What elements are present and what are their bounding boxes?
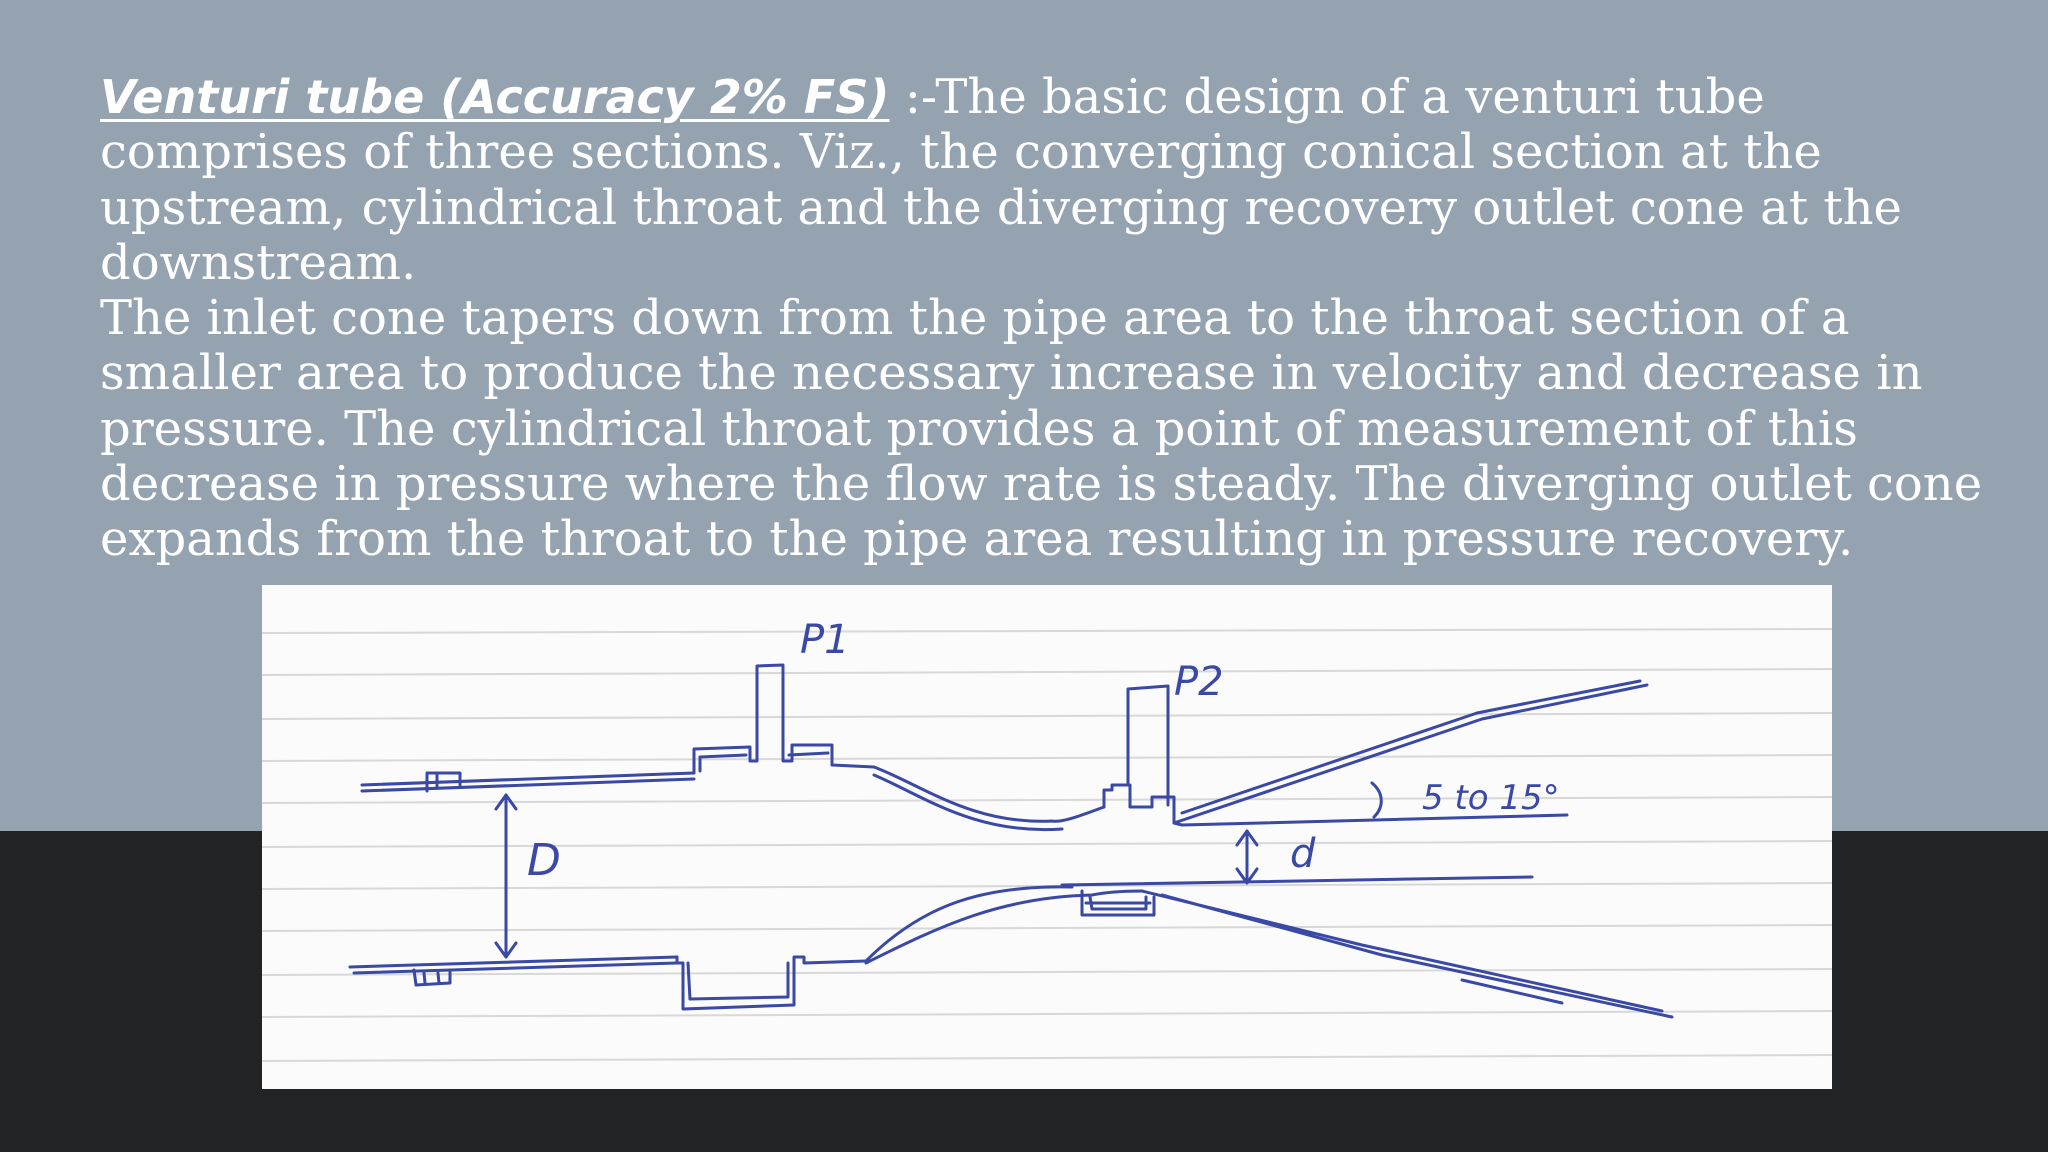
lower-diverging-cone: [1142, 891, 1672, 1017]
body-line-5: expands from the throat to the pipe area resulting in pressure recovery.: [100, 511, 1854, 568]
angle-arc: [1372, 783, 1381, 817]
upper-pipe-wall: [362, 773, 694, 791]
intro-paragraph: [100, 70, 2000, 291]
rule-line: [262, 925, 1832, 931]
upper-converging-cone: [874, 767, 1104, 830]
small-diameter-arrow: [1237, 831, 1257, 883]
venturi-sketch: [262, 585, 1832, 1089]
body-line-4: decrease in pressure where the flow rate is steady. The diverging outlet cone: [100, 456, 1983, 513]
body-line-2: smaller area to produce the necessary increase in velocity and decrease in: [100, 345, 1923, 402]
p1-label: P1: [800, 617, 850, 663]
rule-line: [262, 841, 1832, 847]
p2-label: P2: [1174, 659, 1224, 705]
slide-text: [100, 70, 2000, 568]
body-paragraph: [100, 291, 2000, 567]
lower-converging-cone: [866, 887, 1142, 963]
body-line-1: The inlet cone tapers down from the pipe area to the throat section of a: [100, 290, 1850, 347]
big-diameter-arrow: [496, 795, 516, 957]
intro-first-line: :-The basic design of a venturi tube: [889, 69, 1765, 125]
venturi-sketch-svg: [262, 585, 1832, 1089]
big-diameter-label: D: [527, 835, 561, 886]
p2-tap: [1128, 686, 1168, 805]
rule-line: [262, 1011, 1832, 1017]
body-line-3: pressure. The cylindrical throat provides a point of measurement of this: [100, 400, 1858, 457]
p1-tap-inner: [700, 753, 828, 771]
angle-label: 5 to 15°: [1422, 778, 1560, 818]
intro-line-3: upstream, cylindrical throat and the diverging recovery outlet cone at the: [100, 179, 1902, 236]
upper-throat-tap: [1104, 785, 1182, 825]
lower-pipe-wall: [350, 957, 677, 973]
rule-line: [262, 629, 1832, 633]
p1-tap-lower: [677, 957, 866, 1009]
rule-line: [262, 669, 1832, 675]
rule-line: [262, 797, 1832, 803]
upper-diverging-cone: [1174, 681, 1647, 823]
small-diameter-label: d: [1290, 831, 1316, 877]
rule-line: [262, 1055, 1832, 1061]
intro-line-4: downstream.: [100, 234, 417, 291]
rule-line: [262, 713, 1832, 719]
rule-line: [262, 755, 1832, 761]
intro-line-2: comprises of three sections. Viz., the converging conical section at the: [100, 124, 1822, 181]
slide-heading: Venturi tube (Accuracy 2% FS): [100, 70, 890, 124]
